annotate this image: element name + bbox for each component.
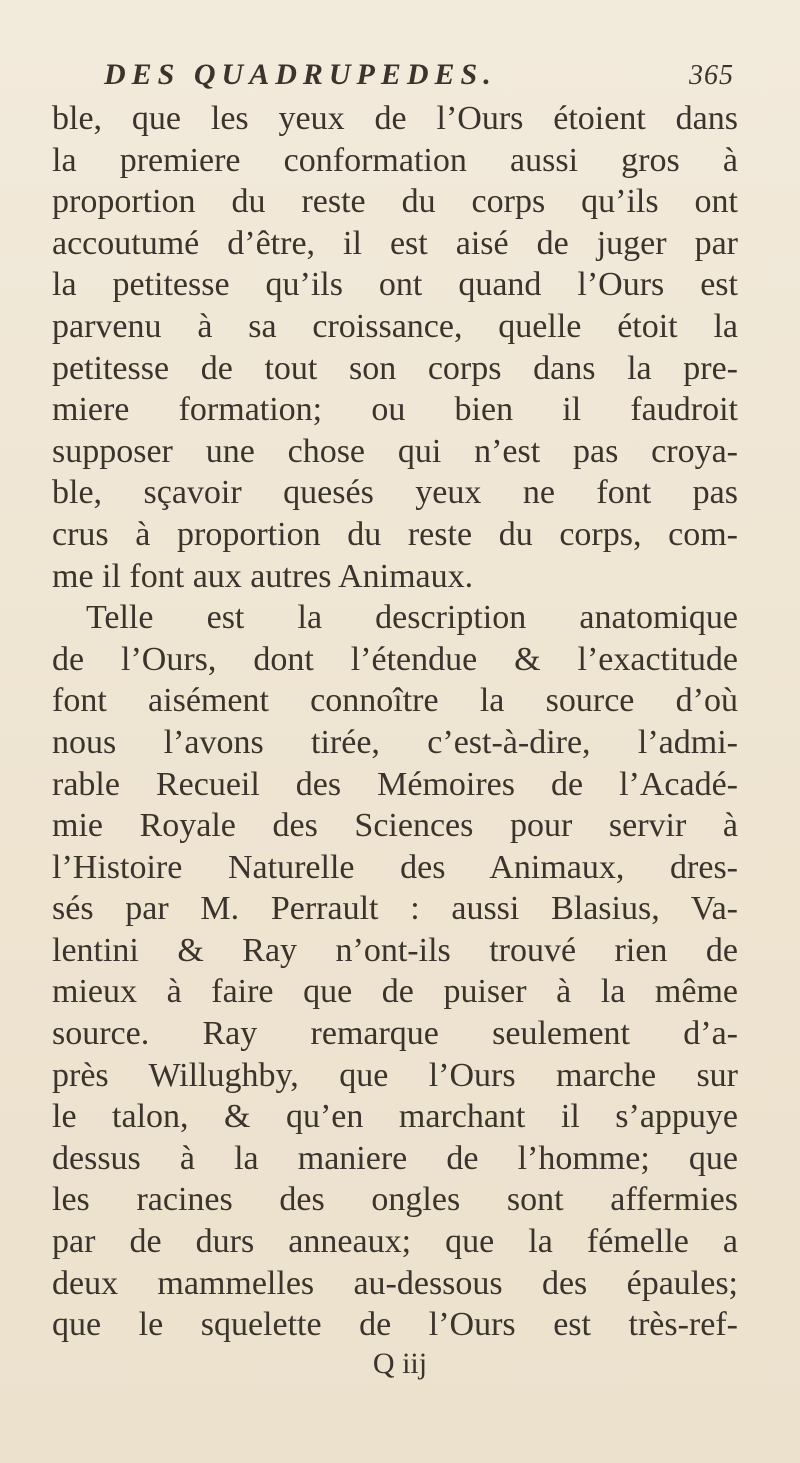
text-line: proportion du reste du corps qu’ils ont [52, 183, 738, 221]
text-line: dessus à la maniere de l’homme; que [52, 1139, 738, 1177]
running-head [104, 58, 738, 92]
text-line: rable Recueil des Mémoires de l’Acadé- [52, 765, 738, 803]
text-line: supposer une chose qui n’est pas croya- [52, 432, 738, 470]
text-line: la premiere conformation aussi gros à [52, 141, 738, 179]
text-line: accoutumé d’être, il est aisé de juger par [52, 224, 738, 262]
text-line: font aisément connoître la source d’où [52, 682, 738, 720]
text-line: ble, sçavoir quesés yeux ne font pas [52, 474, 738, 512]
text-line: parvenu à sa croissance, quelle étoit la [52, 307, 738, 345]
text-line: la petitesse qu’ils ont quand l’Ours est [52, 266, 738, 304]
text-line: ble, que les yeux de l’Ours étoient dans [52, 100, 738, 137]
text-line: crus à proportion du reste du corps, com- [52, 515, 738, 553]
body-text [52, 98, 738, 1346]
text-line: les racines des ongles sont affermies [52, 1181, 738, 1219]
page-number: 365 [689, 60, 734, 91]
text-line: source. Ray remarque seulement d’a- [52, 1015, 738, 1053]
text-line: de l’Ours, dont l’étendue & l’exactitude [52, 640, 738, 678]
text-line: deux mammelles au-dessous des épaules; [52, 1264, 738, 1302]
running-title: DES QUADRUPEDES. [104, 58, 497, 91]
text-line: mieux à faire que de puiser à la même [52, 973, 738, 1011]
text-line: l’Histoire Naturelle des Animaux, dres- [52, 848, 738, 886]
text-line: petitesse de tout son corps dans la pre- [52, 349, 738, 387]
signature-mark: Q iij [372, 1346, 428, 1380]
text-line: près Willughby, que l’Ours marche sur [52, 1056, 738, 1094]
text-line: sés par M. Perrault : aussi Blasius, Va- [52, 890, 738, 928]
text-line: lentini & Ray n’ont-ils trouvé rien de [52, 931, 738, 969]
text-line: miere formation; ou bien il faudroit [52, 391, 738, 429]
text-line: que le squelette de l’Ours est très-ref- [52, 1306, 738, 1344]
text-line: nous l’avons tirée, c’est-à-dire, l’admi- [52, 723, 738, 761]
text-line: le talon, & qu’en marchant il s’appuye [52, 1098, 738, 1136]
text-line: me il font aux autres Animaux. [52, 557, 474, 595]
text-line: Telle est la description anatomique [86, 599, 738, 637]
text-line: mie Royale des Sciences pour servir à [52, 807, 738, 845]
text-line: par de durs anneaux; que la fémelle a [52, 1223, 738, 1261]
